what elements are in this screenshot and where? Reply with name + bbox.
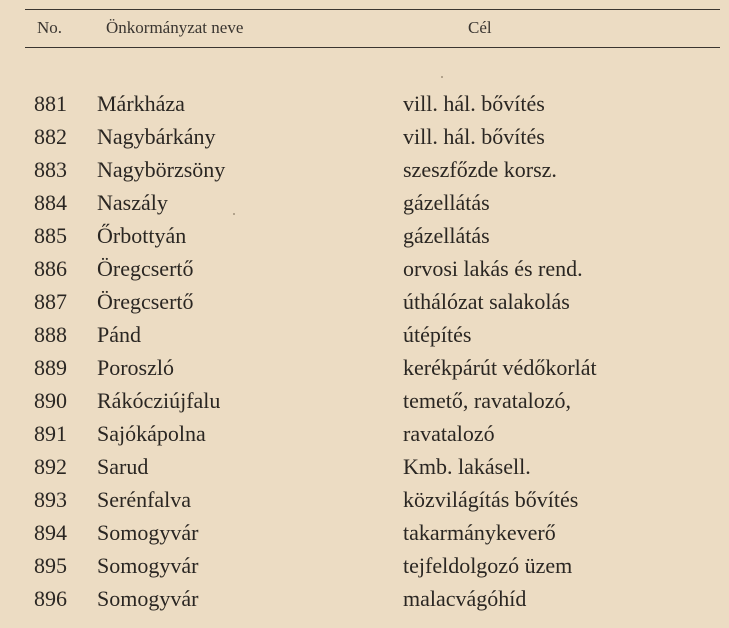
row-number: 882 [34, 124, 67, 149]
row-number: 895 [34, 553, 67, 578]
goal-text: Kmb. lakásell. [403, 454, 531, 479]
table-top-rule [25, 9, 720, 10]
municipality-name: Sajókápolna [97, 421, 206, 446]
table-row [0, 157, 729, 190]
goal-text: ravatalozó [403, 421, 495, 446]
municipality-name: Nagybárkány [97, 124, 216, 149]
row-number: 892 [34, 454, 67, 479]
table-row [0, 586, 729, 619]
goal-text: takarmánykeverő [403, 520, 556, 545]
table-row [0, 520, 729, 553]
header-municipality-name: Önkormányzat neve [106, 18, 244, 37]
goal-text: gázellátás [403, 190, 490, 215]
row-number: 881 [34, 91, 67, 116]
header-goal: Cél [468, 18, 492, 37]
row-number: 889 [34, 355, 67, 380]
goal-text: gázellátás [403, 223, 490, 248]
table-row [0, 91, 729, 124]
table-row [0, 289, 729, 322]
municipality-name: Naszály [97, 190, 168, 215]
municipality-name: Öregcsertő [97, 289, 194, 314]
row-number: 884 [34, 190, 67, 215]
municipality-name: Somogyvár [97, 520, 199, 545]
table-row [0, 355, 729, 388]
row-number: 888 [34, 322, 67, 347]
table-row [0, 124, 729, 157]
municipality-name: Öregcsertő [97, 256, 194, 281]
goal-text: orvosi lakás és rend. [403, 256, 583, 281]
row-number: 887 [34, 289, 67, 314]
table-body [0, 91, 729, 619]
goal-text: útépítés [403, 322, 472, 347]
municipality-name: Pánd [97, 322, 141, 347]
goal-text: vill. hál. bővítés [403, 124, 545, 149]
goal-text: közvilágítás bővítés [403, 487, 579, 512]
municipality-name: Rákócziújfalu [97, 388, 221, 413]
row-number: 894 [34, 520, 67, 545]
goal-text: vill. hál. bővítés [403, 91, 545, 116]
table-row [0, 421, 729, 454]
table-row [0, 256, 729, 289]
row-number: 893 [34, 487, 67, 512]
municipality-name: Poroszló [97, 355, 174, 380]
municipality-name: Őrbottyán [97, 223, 187, 248]
table-row [0, 322, 729, 355]
municipality-name: Nagybörzsöny [97, 157, 226, 182]
table-row [0, 223, 729, 256]
table-row [0, 553, 729, 586]
table-header-rule [25, 47, 720, 48]
row-number: 885 [34, 223, 67, 248]
municipality-name: Serénfalva [97, 487, 192, 512]
goal-text: tejfeldolgozó üzem [403, 553, 573, 578]
row-number: 896 [34, 586, 67, 611]
goal-text: kerékpárút védőkorlát [403, 355, 597, 380]
table-row [0, 487, 729, 520]
municipality-name: Márkháza [97, 91, 185, 116]
table-row [0, 190, 729, 223]
header-number: No. [37, 18, 63, 37]
table-row [0, 388, 729, 421]
row-number: 890 [34, 388, 67, 413]
municipality-name: Somogyvár [97, 586, 199, 611]
goal-text: szeszfőzde korsz. [403, 157, 557, 182]
row-number: 883 [34, 157, 67, 182]
goal-text: úthálózat salakolás [403, 289, 570, 314]
goal-text: malacvágóhíd [403, 586, 527, 611]
goal-text: temető, ravatalozó, [403, 388, 571, 413]
row-number: 891 [34, 421, 67, 446]
row-number: 886 [34, 256, 67, 281]
print-speck [441, 76, 443, 78]
table-row [0, 454, 729, 487]
municipality-name: Somogyvár [97, 553, 199, 578]
municipality-name: Sarud [97, 454, 149, 479]
